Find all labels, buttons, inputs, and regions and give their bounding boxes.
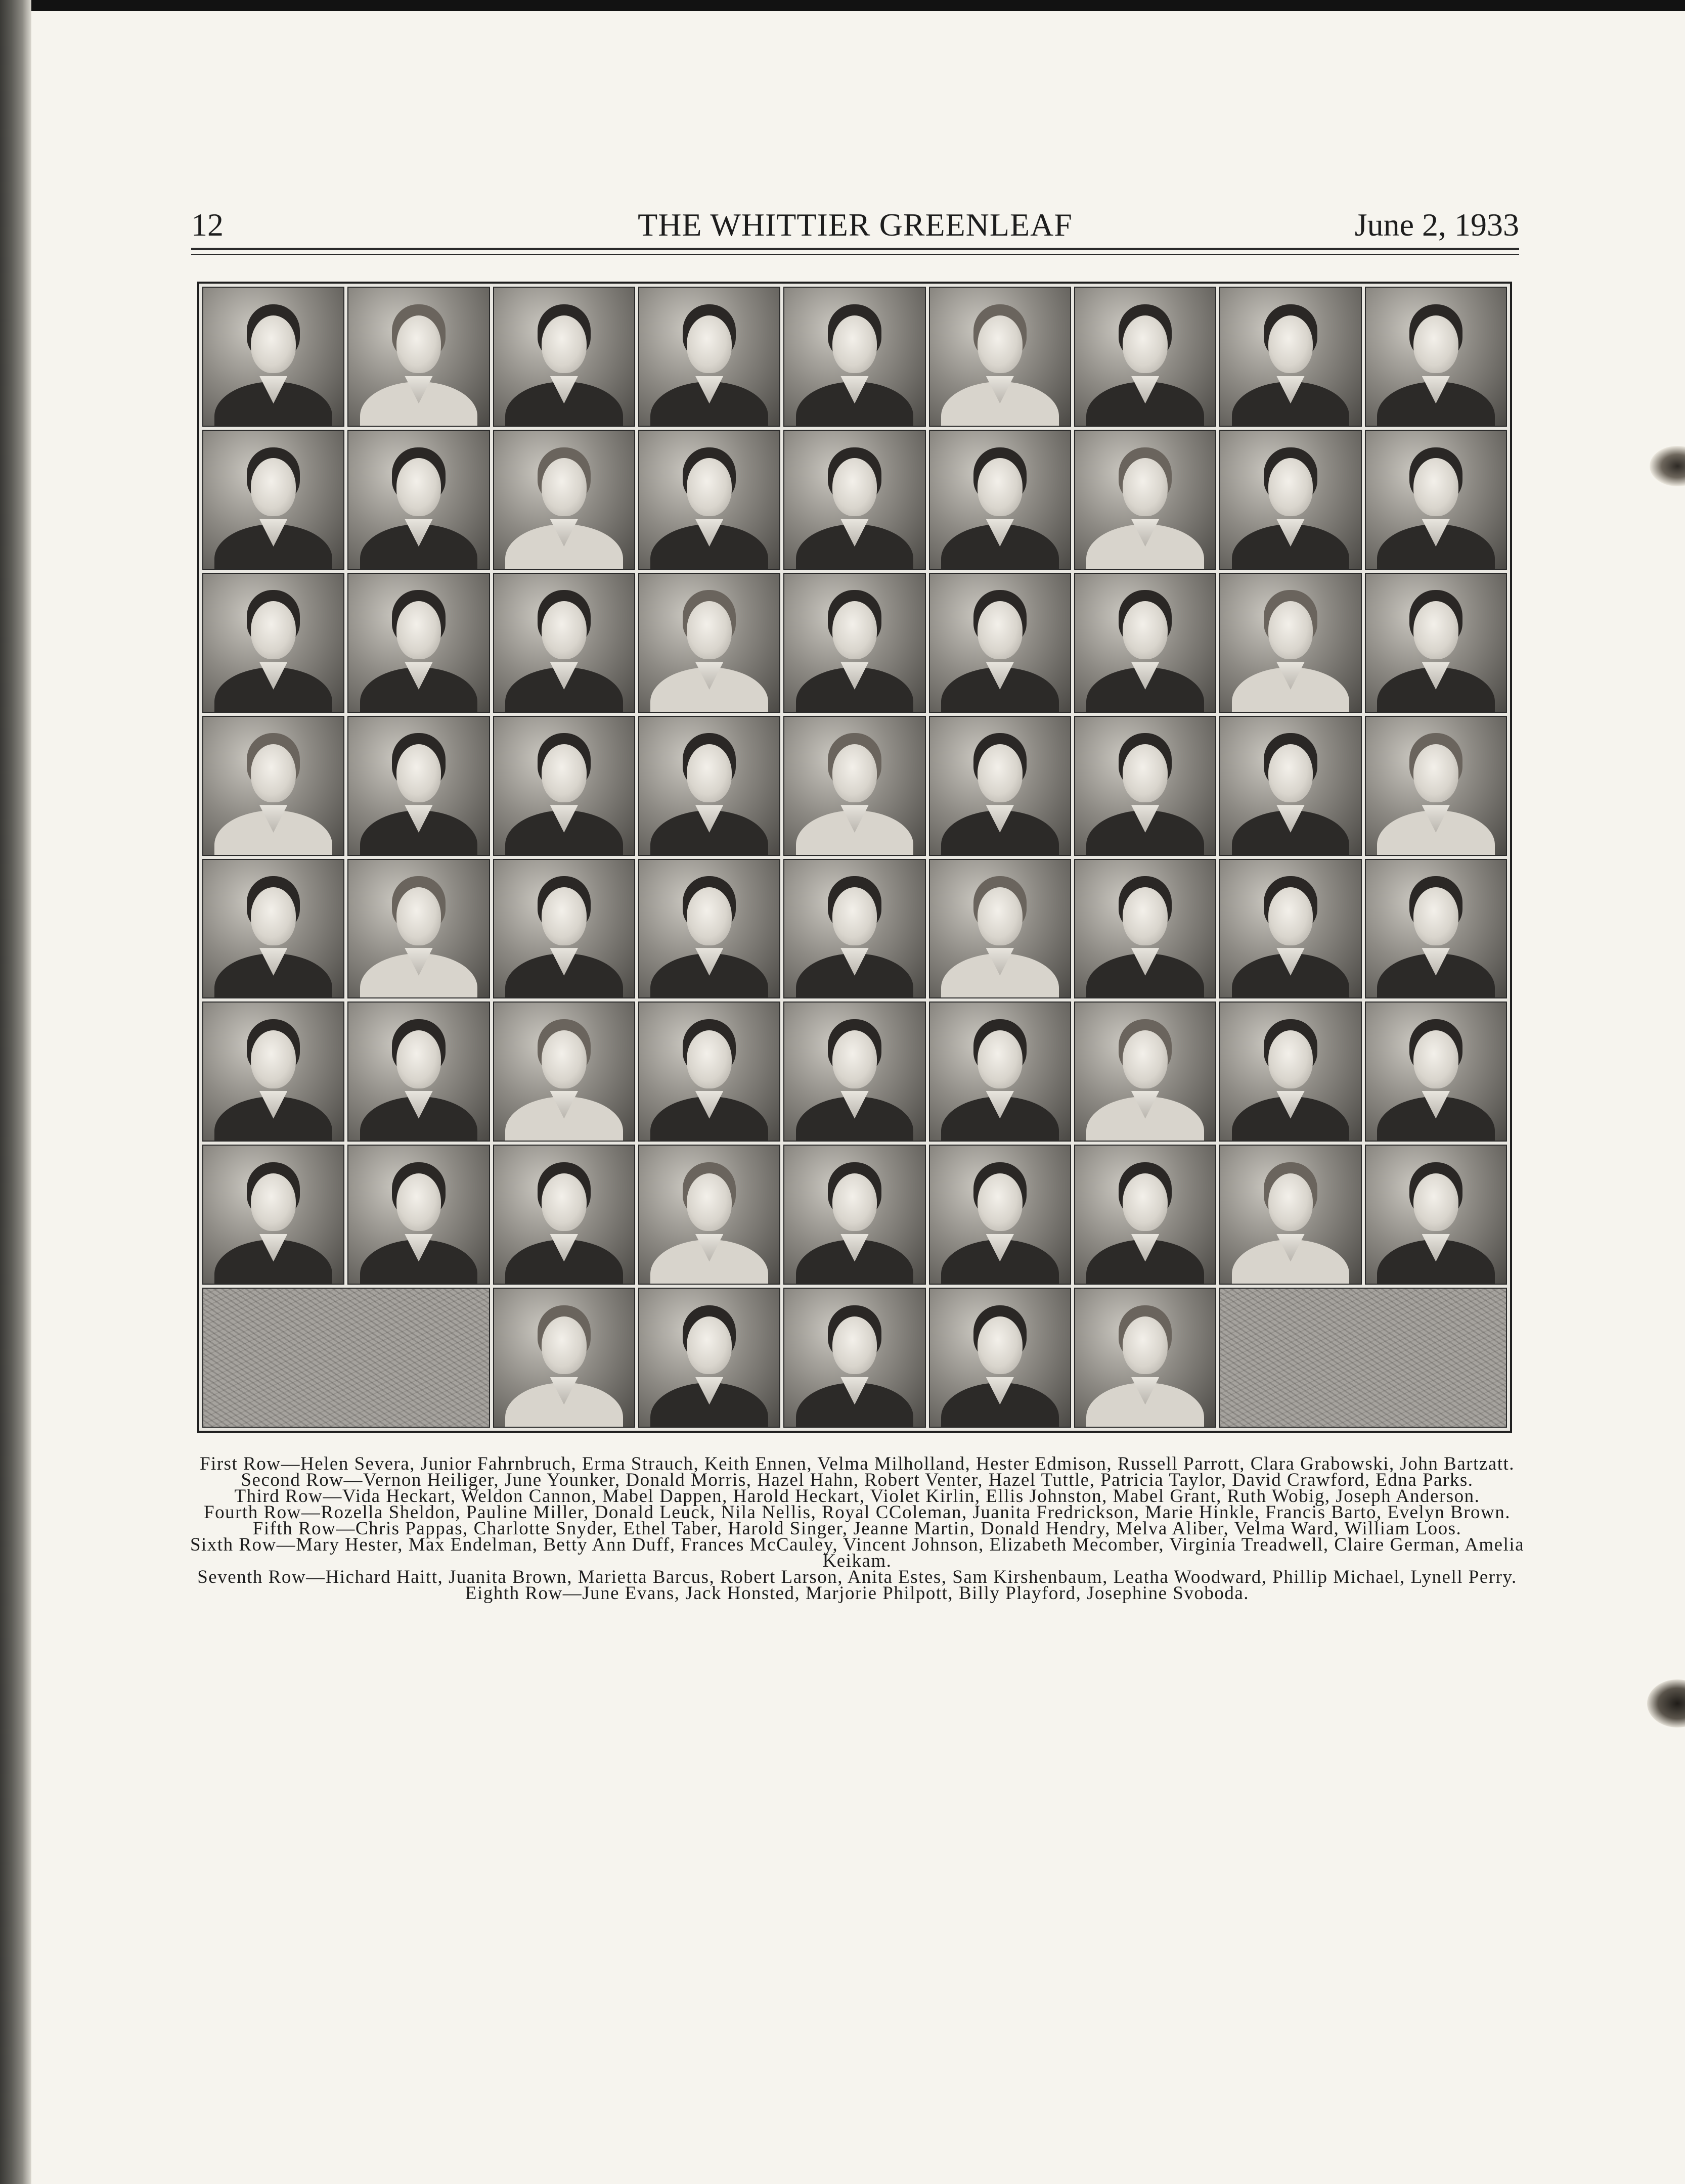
student-portrait: [1219, 430, 1361, 570]
student-portrait: [783, 716, 925, 856]
student-portrait: [202, 1002, 344, 1142]
student-portrait: [1365, 430, 1507, 570]
student-portrait: [783, 1288, 925, 1428]
portrait-face: [978, 1173, 1023, 1232]
portrait-face: [1123, 1173, 1168, 1232]
student-portrait: [1365, 1002, 1507, 1142]
portrait-face: [832, 315, 877, 374]
scan-top-edge: [0, 0, 1685, 11]
student-portrait: [638, 1145, 780, 1285]
portrait-face: [1123, 315, 1168, 374]
student-portrait: [783, 573, 925, 713]
student-portrait: [1074, 1288, 1216, 1428]
portrait-face: [1123, 1316, 1168, 1375]
student-portrait: [783, 859, 925, 999]
portrait-face: [542, 458, 587, 516]
student-portrait: [1219, 573, 1361, 713]
portrait-face: [832, 1173, 877, 1232]
portrait-face: [251, 458, 296, 516]
caption-row-names: Hichard Haitt, Juanita Brown, Marietta Barcus, Robert Larson, Anita Estes, Sam Kirshenbaum, Leatha Woodward, Phillip Michael, Lynell Perry.: [325, 1567, 1517, 1587]
student-portrait: [638, 859, 780, 999]
portrait-face: [1268, 601, 1313, 659]
student-portrait: [493, 573, 635, 713]
caption-row-label: Eighth Row—: [465, 1583, 583, 1604]
portrait-face: [396, 315, 441, 374]
student-portrait: [1219, 1145, 1361, 1285]
caption-row-entry: [190, 1534, 1525, 1571]
student-portrait: [1074, 430, 1216, 570]
portrait-face: [832, 887, 877, 945]
portrait-face: [687, 1316, 732, 1375]
student-portrait: [638, 430, 780, 570]
student-portrait: [783, 1145, 925, 1285]
student-portrait: [202, 859, 344, 999]
student-portrait: [638, 716, 780, 856]
student-portrait: [1074, 287, 1216, 427]
student-portrait: [347, 430, 490, 570]
student-portrait: [1219, 859, 1361, 999]
portrait-face: [542, 1173, 587, 1232]
student-portrait: [347, 573, 490, 713]
header-rule: [191, 254, 1519, 255]
portrait-face: [1413, 744, 1458, 802]
portrait-face: [978, 1030, 1023, 1088]
portrait-face: [687, 887, 732, 945]
student-portrait: [202, 716, 344, 856]
student-portrait: [929, 716, 1071, 856]
student-portrait: [638, 1288, 780, 1428]
student-portrait: [929, 1145, 1071, 1285]
student-portrait: [929, 1002, 1071, 1142]
student-portrait: [1074, 573, 1216, 713]
student-portrait: [493, 1288, 635, 1428]
student-portrait: [638, 1002, 780, 1142]
student-portrait: [638, 573, 780, 713]
portrait-face: [251, 1173, 296, 1232]
caption-row-label: Second Row—: [241, 1470, 364, 1490]
portrait-face: [542, 601, 587, 659]
student-portrait: [493, 1002, 635, 1142]
portrait-face: [687, 315, 732, 374]
portrait-face: [1268, 887, 1313, 945]
portrait-face: [396, 601, 441, 659]
portrait-face: [251, 601, 296, 659]
student-portrait: [1365, 716, 1507, 856]
student-portrait: [783, 1002, 925, 1142]
portrait-face: [1268, 458, 1313, 516]
portrait-face: [978, 458, 1023, 516]
student-portrait: [1074, 1145, 1216, 1285]
portrait-face: [978, 601, 1023, 659]
student-portrait: [202, 1145, 344, 1285]
portrait-face: [832, 1316, 877, 1375]
page-header: [191, 202, 1519, 248]
student-portrait: [1074, 716, 1216, 856]
portrait-face: [1268, 1173, 1313, 1232]
portrait-face: [251, 887, 296, 945]
student-portrait: [202, 430, 344, 570]
portrait-face: [1268, 1030, 1313, 1088]
caption-row-label: Fifth Row—: [252, 1518, 356, 1539]
portrait-face: [251, 315, 296, 374]
portrait-face: [978, 315, 1023, 374]
portrait-face: [687, 1030, 732, 1088]
student-portrait: [1365, 287, 1507, 427]
portrait-face: [396, 887, 441, 945]
portrait-face: [832, 601, 877, 659]
caption-row-names: June Evans, Jack Honsted, Marjorie Philpott, Billy Playford, Josephine Svoboda.: [582, 1583, 1250, 1604]
caption-row-label: First Row—: [199, 1453, 300, 1474]
student-portrait: [929, 573, 1071, 713]
student-portrait: [1365, 859, 1507, 999]
student-portrait: [347, 1145, 490, 1285]
portrait-face: [1413, 1173, 1458, 1232]
student-portrait: [638, 287, 780, 427]
student-portrait: [347, 716, 490, 856]
student-portrait: [929, 1288, 1071, 1428]
header-rule: [191, 248, 1519, 250]
portrait-face: [832, 458, 877, 516]
portrait-face: [687, 458, 732, 516]
caption-row-names: Chris Pappas, Charlotte Snyder, Ethel Taber, Harold Singer, Jeanne Martin, Donald Hendry, Melva Aliber, Velma Ward, William Loos.: [355, 1518, 1462, 1539]
student-portrait: [1219, 1002, 1361, 1142]
student-portrait: [202, 573, 344, 713]
portrait-face: [1123, 1030, 1168, 1088]
portrait-face: [542, 887, 587, 945]
portrait-face: [251, 744, 296, 802]
student-portrait: [493, 430, 635, 570]
student-portrait: [1219, 287, 1361, 427]
portrait-face: [396, 458, 441, 516]
page-number: 12: [191, 207, 224, 243]
portrait-face: [978, 744, 1023, 802]
portrait-face: [1268, 315, 1313, 374]
caption-row-names: Helen Severa, Junior Fahrnbruch, Erma Strauch, Keith Ennen, Velma Milholland, Hester Edmison, Russell Parrott, Clara Grabowski, John Bartzatt.: [300, 1453, 1515, 1474]
class-photo-grid: [197, 282, 1512, 1433]
portrait-face: [1268, 744, 1313, 802]
portrait-face: [396, 1173, 441, 1232]
issue-date: June 2, 1933: [1354, 207, 1519, 243]
caption-row-names: Rozella Sheldon, Pauline Miller, Donald Leuck, Nila Nellis, Royal CColeman, Juanita Fredrickson, Marie Hinkle, Francis Barto, Evelyn Brown.: [321, 1502, 1511, 1523]
portrait-face: [1123, 458, 1168, 516]
portrait-face: [832, 1030, 877, 1088]
portrait-face: [832, 744, 877, 802]
student-portrait: [1074, 859, 1216, 999]
student-portrait: [1365, 573, 1507, 713]
portrait-face: [251, 1030, 296, 1088]
portrait-face: [978, 887, 1023, 945]
portrait-face: [1413, 887, 1458, 945]
newspaper-title: THE WHITTIER GREENLEAF: [638, 207, 1073, 243]
student-portrait: [1074, 1002, 1216, 1142]
student-portrait: [347, 1002, 490, 1142]
portrait-face: [542, 744, 587, 802]
student-portrait: [493, 859, 635, 999]
portrait-face: [1123, 887, 1168, 945]
portrait-face: [1413, 315, 1458, 374]
paper-stain: [1650, 446, 1685, 486]
caption-row-label: Sixth Row—: [190, 1534, 296, 1555]
portrait-face: [396, 744, 441, 802]
portrait-face: [1413, 1030, 1458, 1088]
portrait-face: [978, 1316, 1023, 1375]
student-portrait: [347, 287, 490, 427]
portrait-face: [542, 1316, 587, 1375]
student-portrait: [493, 287, 635, 427]
student-portrait: [493, 716, 635, 856]
portrait-face: [542, 1030, 587, 1088]
student-portrait: [493, 1145, 635, 1285]
student-portrait: [929, 287, 1071, 427]
student-portrait: [783, 287, 925, 427]
caption-row-entry: [190, 1585, 1525, 1602]
caption-row-label: Seventh Row—: [197, 1567, 326, 1587]
student-portrait: [1219, 716, 1361, 856]
portrait-face: [1413, 458, 1458, 516]
caption-row-names: Mary Hester, Max Endelman, Betty Ann Duff, Frances McCauley, Vincent Johnson, Elizabeth Mecomber, Virginia Treadwell, Claire German, Amelia Keikam.: [296, 1534, 1525, 1571]
student-portrait: [202, 287, 344, 427]
photo-caption: [190, 1453, 1525, 1604]
portrait-face: [687, 1173, 732, 1232]
student-portrait: [347, 859, 490, 999]
caption-row-names: Vida Heckart, Weldon Cannon, Mabel Dappen, Harold Heckart, Violet Kirlin, Ellis Johnston, Mabel Grant, Ruth Wobig, Joseph Anderson.: [342, 1486, 1480, 1507]
portrait-face: [542, 315, 587, 374]
portrait-face: [1123, 601, 1168, 659]
student-portrait: [929, 430, 1071, 570]
caption-row-label: Third Row—: [234, 1486, 342, 1507]
portrait-face: [1413, 601, 1458, 659]
portrait-face: [1123, 744, 1168, 802]
paper-stain: [1647, 1679, 1685, 1727]
caption-row-label: Fourth Row—: [204, 1502, 321, 1523]
portrait-face: [396, 1030, 441, 1088]
portrait-face: [687, 601, 732, 659]
student-portrait: [783, 430, 925, 570]
student-portrait: [929, 859, 1071, 999]
decorative-filler-panel: [202, 1288, 490, 1428]
caption-row-names: Vernon Heiliger, June Younker, Donald Morris, Hazel Hahn, Robert Venter, Hazel Tuttle, Patricia Taylor, David Crawford, Edna Parks.: [363, 1470, 1474, 1490]
portrait-face: [687, 744, 732, 802]
page-binding-edge: [0, 0, 31, 2184]
student-portrait: [1365, 1145, 1507, 1285]
decorative-filler-panel: [1219, 1288, 1507, 1428]
